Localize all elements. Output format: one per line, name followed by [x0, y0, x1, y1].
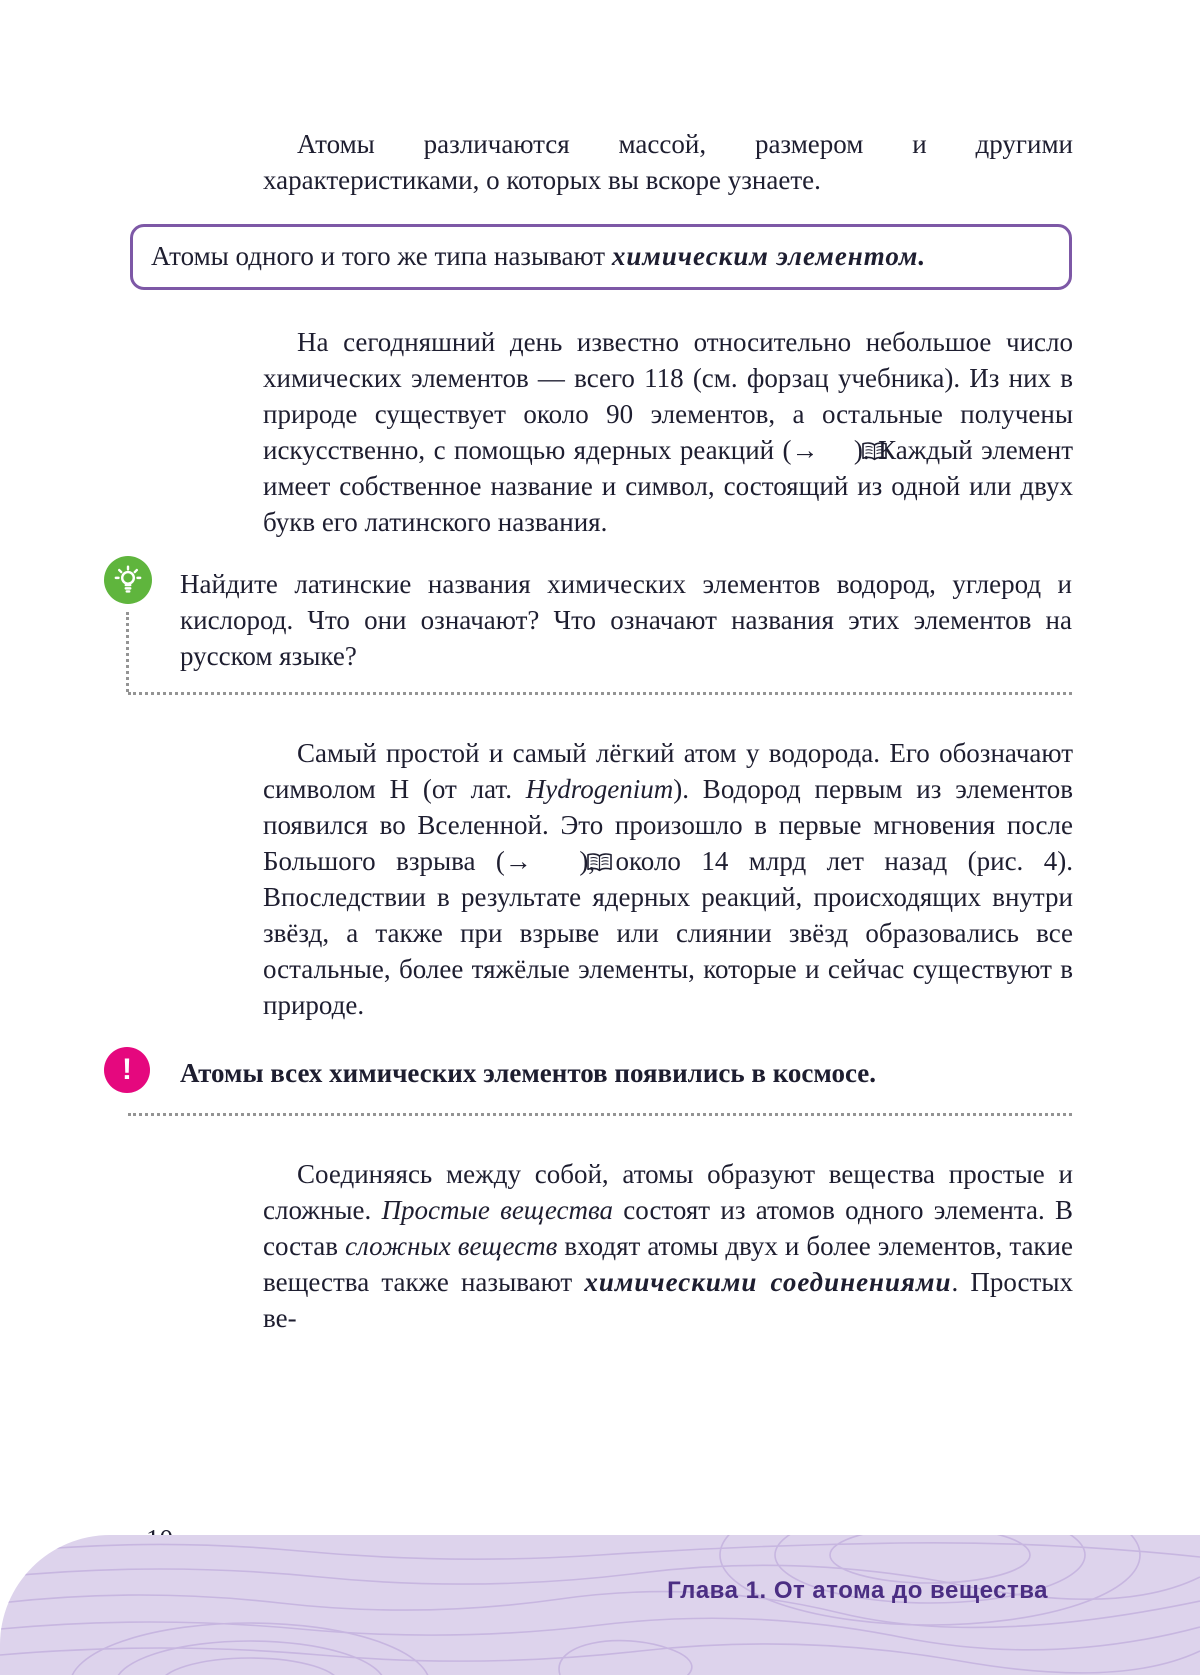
exclamation-glyph: ! — [122, 1053, 132, 1086]
paragraph-elements-text-1: На сегодняшний день известно относительно небольшое число химических элементов — всего 118 (см. форзац учебника). Из них в природе существует около 90 элементов, а остальные получены искусственно, с помощью ядерных реакций (→ — [263, 327, 1073, 465]
paragraph-substances-text-4: . Простых ве- — [263, 1267, 1073, 1333]
paragraph-elements-text-2: ). Каждый элемент имеет собственное название и символ, состоящий из одной или двух букв его латинского названия. — [263, 435, 1073, 537]
term-simple-substances: Простые вещества — [381, 1195, 614, 1225]
chapter-footer: Глава 1. От атома до вещества — [667, 1577, 1048, 1604]
footer-band — [0, 1535, 1200, 1675]
paragraph-hydrogen-text-1: Самый простой и самый лёгкий атом у водорода. Его обозначают символом H (от лат. — [263, 738, 1073, 804]
activity-text: Найдите латинские названия химических элементов водород, углерод и кислород. Что они означают? Что означают названия этих элементов на русском языке? — [180, 569, 1072, 671]
important-note-text: Атомы всех химических элементов появились в космосе. — [180, 1058, 876, 1088]
book-icon — [552, 846, 579, 867]
paragraph-substances-text-1: Соединяясь между собой, атомы образуют вещества простые и сложные. — [263, 1159, 1073, 1225]
exclamation-icon — [104, 1047, 150, 1093]
paragraph-substances-text-3: входят атомы двух и более элементов, такие вещества также называют — [263, 1231, 1073, 1297]
term-chemical-compounds: химическими соединениями — [584, 1267, 952, 1297]
intro-paragraph: Атомы различаются массой, размером и другими характеристиками, о которых вы вскоре узнаете. — [263, 129, 1073, 195]
contour-pattern — [0, 1535, 1200, 1675]
paragraph-substances-text-2: состоят из атомов одного элемента. В состав — [263, 1195, 1073, 1261]
book-icon — [827, 435, 854, 456]
paragraph-hydrogen — [263, 735, 1073, 1023]
latin-term: Hydrogenium — [525, 774, 674, 804]
paragraph-hydrogen-text-2: ). Водород первым из элементов появился во Вселенной. Это произошло в первые мгновения после Большого взрыва (→ — [263, 774, 1073, 876]
definition-term: химическим элементом. — [611, 241, 927, 271]
definition-box — [130, 224, 1072, 290]
definition-text: Атомы одного и того же типа называют — [151, 241, 612, 271]
term-complex-substances: сложных веществ — [345, 1231, 558, 1261]
dotted-connector — [126, 612, 129, 692]
activity-block — [128, 556, 1072, 695]
lightbulb-icon — [104, 556, 152, 604]
paragraph-elements — [263, 324, 1073, 540]
important-note-block — [122, 1047, 1072, 1116]
paragraph-substances — [263, 1156, 1073, 1336]
paragraph-hydrogen-text-3: ), около 14 млрд лет назад (рис. 4). Впоследствии в результате ядерных реакций, происходящих внутри звёзд, а также при взрыве или слиянии звёзд образовались все остальные, более тяжёлые элементы, которые и сейчас существуют в природе. — [263, 846, 1073, 1020]
